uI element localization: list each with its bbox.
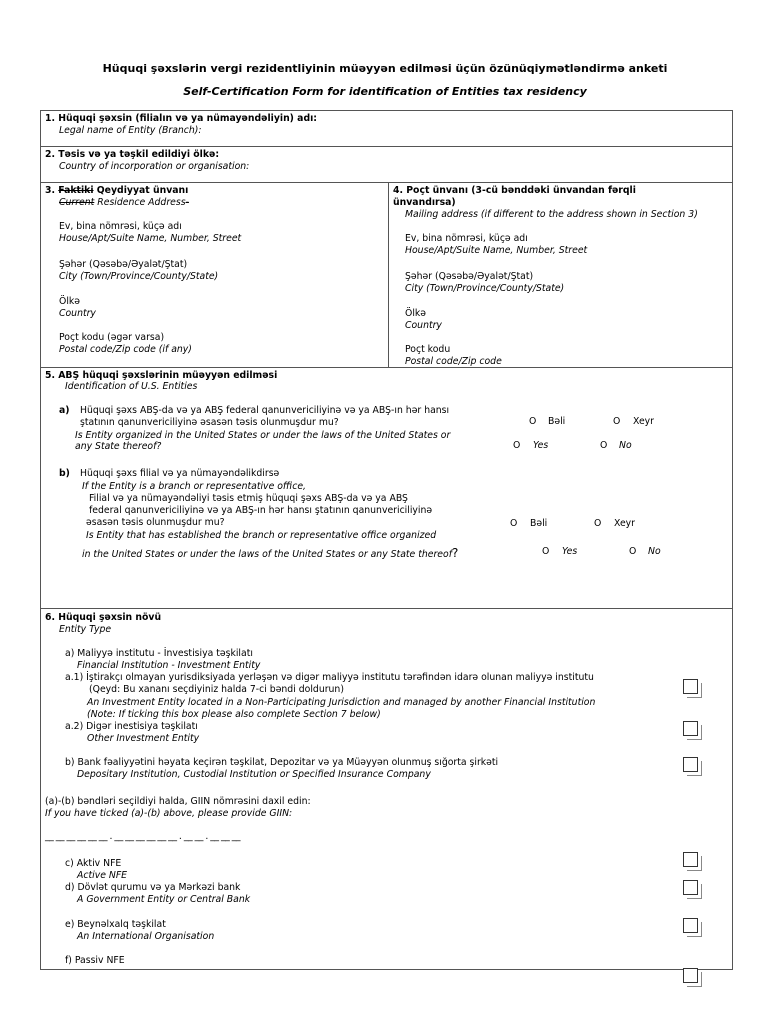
section-1-label-en: Legal name of Entity (Branch):	[59, 125, 202, 136]
s5b-yes-label: Bəli	[530, 518, 548, 529]
s5b-question-1: Hüquqi şəxs filial və ya nümayəndəlikdirsə	[80, 468, 280, 479]
s3-country-label-en: Country	[59, 308, 96, 319]
s5b-question-4: əsasən təsis olunmuşdur mu?	[86, 517, 225, 528]
section-1-label: 1. Hüquqi şəxsin (filialın və ya nümayəndəliyin) adı:	[45, 113, 318, 124]
s6d-label-en: A Government Entity or Central Bank	[77, 894, 251, 905]
section-4-label-2: ünvandırsa)	[393, 197, 456, 208]
s5a-no-radio[interactable]: O	[613, 416, 621, 427]
s5a-yes-label: Bəli	[548, 416, 566, 427]
s6a1-label-en-2: (Note: If ticking this box please also complete Section 7 below)	[87, 709, 381, 720]
s6a-label-en: Financial Institution - Investment Entity	[77, 660, 261, 671]
s5b-question-2: Filial və ya nümayəndəliyi təsis etmiş hüquqi şəxs ABŞ-da və ya ABŞ	[89, 493, 408, 504]
section-6-label: 6. Hüquqi şəxsin növü	[45, 612, 162, 623]
s3-city-label: Şəhər (Qəsəbə/Əyalət/Ştat)	[59, 259, 188, 270]
section-6-label-en: Entity Type	[59, 624, 112, 635]
s6d-label: d) Dövlət qurumu və ya Mərkəzi bank	[65, 882, 241, 893]
s6a1-checkbox[interactable]	[683, 679, 698, 694]
section-3-label-en: Current Residence Address-	[59, 197, 189, 208]
giin-input[interactable]: __ __ __ __ __ __ . __ __ __ __ __ __ . __ __ . __ __ __	[45, 831, 241, 842]
s6a2-checkbox[interactable]	[683, 721, 698, 736]
s6d-checkbox[interactable]	[683, 880, 698, 895]
s3-postal-label-en: Postal code/Zip code (if any)	[59, 344, 192, 355]
s4-city-label: Şəhər (Qəsəbə/Əyalət/Ştat)	[405, 271, 534, 282]
s5a-yes-radio[interactable]: O	[529, 416, 537, 427]
s3-country-label: Ölkə	[59, 296, 81, 307]
s5b-question-en-2: Is Entity that has established the branch or representative office organized	[86, 530, 437, 541]
s5b-no-radio-en[interactable]: O	[629, 546, 637, 557]
s6f-label: f) Passiv NFE	[65, 955, 125, 966]
s6f-checkbox[interactable]	[683, 968, 698, 983]
s6b-checkbox[interactable]	[683, 757, 698, 772]
s6b-label-en: Depositary Institution, Custodial Institution or Specified Insurance Company	[77, 769, 431, 780]
s5b-yes-radio[interactable]: O	[510, 518, 518, 529]
s4-country-label-en: Country	[405, 320, 442, 331]
s5b-marker: b)	[59, 468, 70, 479]
s4-country-label: Ölkə	[405, 308, 427, 319]
s5a-question-1: Hüquqi şəxs ABŞ-da və ya ABŞ federal qanunvericiliyinə və ya ABŞ-ın hər hansı	[80, 405, 450, 416]
s6a1-label-en-1: An Investment Entity located in a Non-Participating Jurisdiction and managed by another Financial Institution	[87, 697, 596, 708]
s6a1-label-1: a.1) İştirakçı olmayan yurisdiksiyada yerləşən və digər maliyyə institutu tərəfindən idarə olunan maliyyə institutu	[65, 672, 594, 683]
section-2-label: 2. Təsis və ya təşkil edildiyi ölkə:	[45, 149, 220, 160]
s5b-yes-label-en: Yes	[562, 546, 578, 557]
form-title-en: Self-Certification Form for identification of Entities tax residency	[183, 85, 587, 98]
section-4-label: 4. Poçt ünvanı (3-cü bənddəki ünvandan fərqli	[393, 185, 636, 196]
s6a-label: a) Maliyyə institutu - İnvestisiya təşkilatı	[65, 648, 253, 659]
s4-postal-label-en: Postal code/Zip code	[405, 356, 502, 367]
s6c-checkbox[interactable]	[683, 852, 698, 867]
s5a-no-label-en: No	[619, 440, 632, 451]
s6a2-label: a.2) Digər inestisiya təşkilatı	[65, 721, 198, 732]
s4-city-label-en: City (Town/Province/County/State)	[405, 283, 565, 294]
s5b-question-en-1: If the Entity is a branch or representative office,	[82, 481, 307, 492]
section-4-label-en: Mailing address (if different to the address shown in Section 3)	[405, 209, 698, 220]
s6b-label: b) Bank fəaliyyətini həyata keçirən təşkilat, Depozitar və ya Müəyyən olunmuş sığorta şirkəti	[65, 757, 499, 768]
s6e-checkbox[interactable]	[683, 918, 698, 933]
giin-label: (a)-(b) bəndləri seçildiyi halda, GIIN nömrəsini daxil edin:	[45, 796, 311, 807]
s5a-question-en-1: Is Entity organized in the United States or under the laws of the United States or	[75, 430, 451, 441]
s5b-no-radio[interactable]: O	[594, 518, 602, 529]
s5a-question-2: ştatının qanunvericiliyinə əsasən təsis olunmuşdur mu?	[80, 417, 339, 428]
section-2-label-en: Country of incorporation or organisation:	[59, 161, 250, 172]
s6c-label-en: Active NFE	[77, 870, 128, 881]
section-3-label: 3. Faktiki Qeydiyyat ünvanı	[45, 185, 189, 196]
s5a-yes-label-en: Yes	[533, 440, 549, 451]
form-title-az: Hüquqi şəxslərin vergi rezidentliyinin müəyyən edilməsi üçün özünüqiymətləndirmə anketi	[102, 62, 668, 75]
s5a-yes-radio-en[interactable]: O	[513, 440, 521, 451]
giin-label-en: If you have ticked (a)-(b) above, please provide GIIN:	[45, 808, 293, 819]
s6c-label: c) Aktiv NFE	[65, 858, 122, 869]
s5a-question-en-2: any State thereof?	[75, 441, 162, 452]
s3-city-label-en: City (Town/Province/County/State)	[59, 271, 219, 282]
s5a-no-label: Xeyr	[633, 416, 654, 427]
s4-house-label: Ev, bina nömrəsi, küçə adı	[405, 233, 528, 244]
s6e-label-en: An International Organisation	[77, 931, 215, 942]
section-5-label: 5. ABŞ hüquqi şəxslərinin müəyyən edilməsi	[45, 370, 278, 381]
s5a-marker: a)	[59, 405, 70, 416]
s5a-no-radio-en[interactable]: O	[600, 440, 608, 451]
section-5-label-en: Identification of U.S. Entities	[65, 381, 198, 392]
s5b-yes-radio-en[interactable]: O	[542, 546, 550, 557]
s6a1-label-2: (Qeyd: Bu xananı seçdiyiniz halda 7-ci bəndi doldurun)	[89, 684, 344, 695]
s4-house-label-en: House/Apt/Suite Name, Number, Street	[405, 245, 588, 256]
s3-house-label: Ev, bina nömrəsi, küçə adı	[59, 221, 182, 232]
s6a2-label-en: Other Investment Entity	[87, 733, 200, 744]
s5b-no-label-en: No	[648, 546, 661, 557]
s5b-no-label: Xeyr	[614, 518, 635, 529]
s6e-label: e) Beynəlxalq təşkilat	[65, 919, 166, 930]
s5b-question-en-3: in the United States or under the laws of the United States or any State thereof?	[82, 546, 459, 560]
s3-house-label-en: House/Apt/Suite Name, Number, Street	[59, 233, 242, 244]
s3-postal-label: Poçt kodu (əgər varsa)	[59, 332, 165, 343]
s5b-question-3: federal qanunvericiliyinə və ya ABŞ-ın hər hansı ştatının qanunvericiliyinə	[89, 505, 433, 516]
s4-postal-label: Poçt kodu	[405, 344, 451, 355]
